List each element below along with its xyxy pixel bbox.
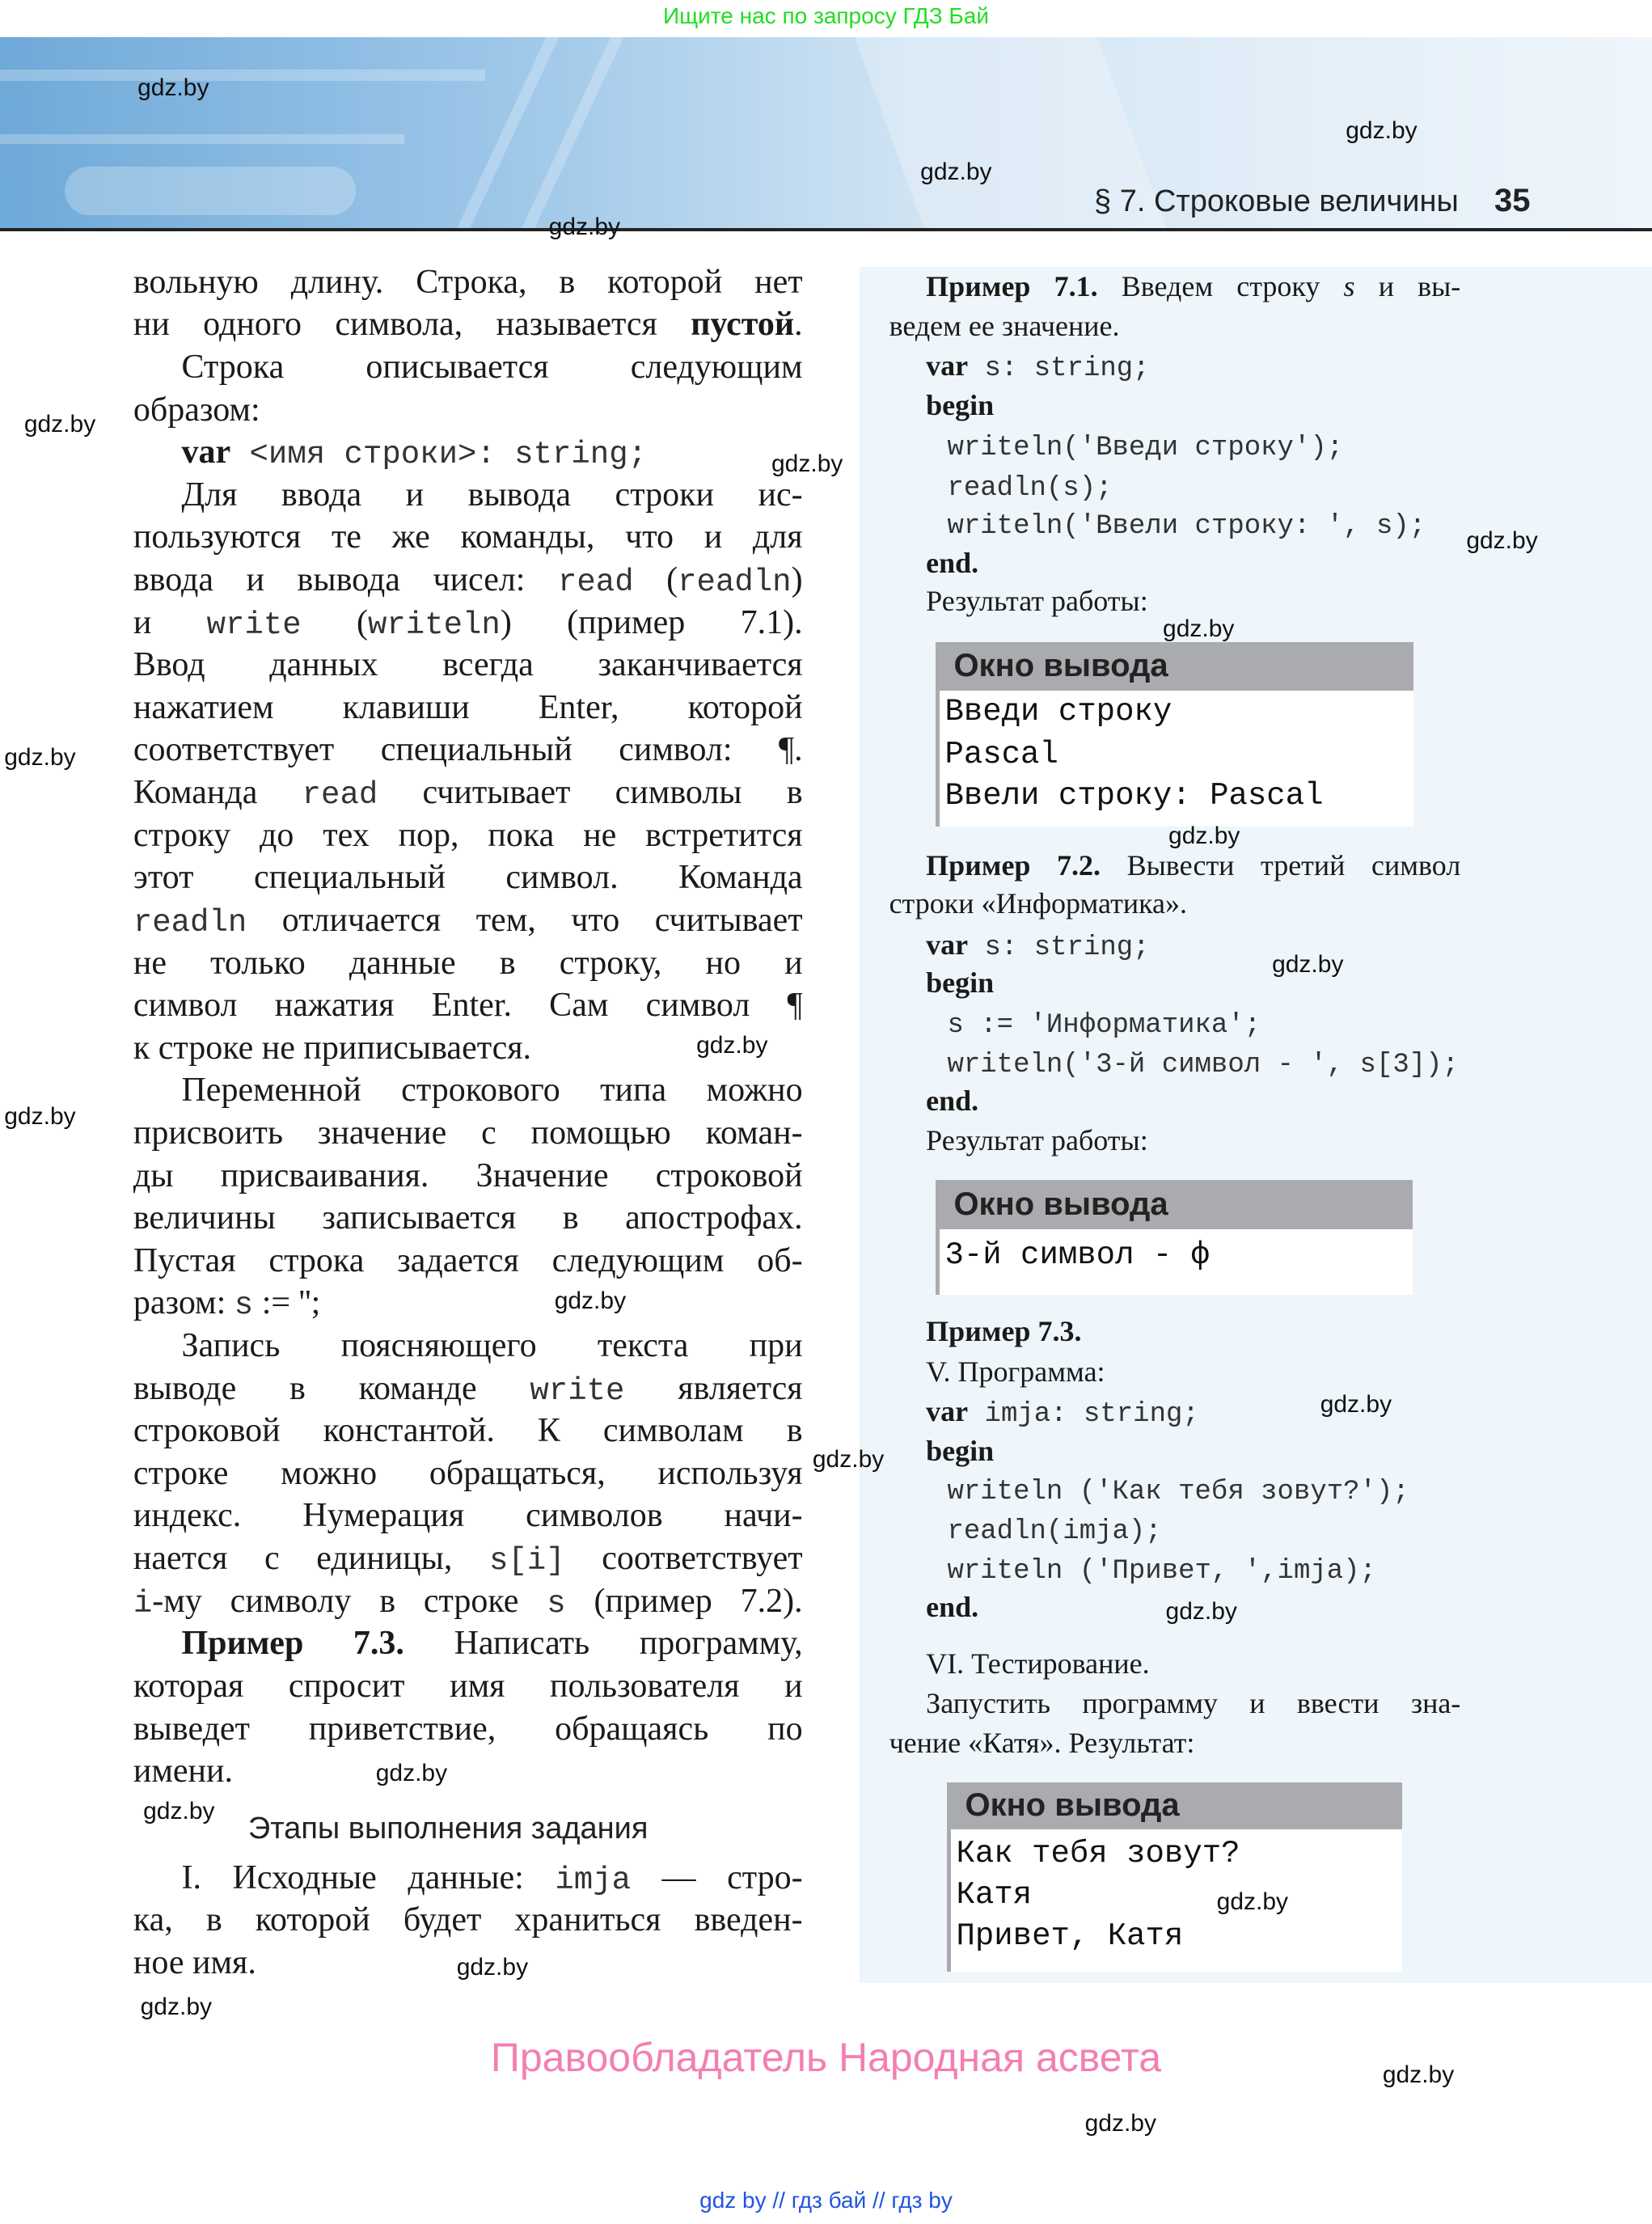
text-line xyxy=(133,261,803,303)
text-line xyxy=(926,1080,978,1122)
text-span: строку до тех пор, пока не встретится xyxy=(133,816,803,854)
watermark-text: gdz.by xyxy=(1466,526,1538,554)
bold-text: end. xyxy=(926,546,979,579)
text-span: Строка описывается следующим xyxy=(181,348,803,386)
text-line xyxy=(133,303,803,345)
text-span: Результат работы: xyxy=(926,585,1148,618)
footer-links[interactable]: gdz by // гдз бай // гдз by xyxy=(699,2188,953,2213)
text-span: и вы- xyxy=(1354,270,1461,302)
text-line xyxy=(181,1069,802,1111)
text-span: ное имя. xyxy=(133,1943,256,1981)
text-span: V. Программа: xyxy=(926,1355,1105,1388)
code-text: write xyxy=(530,1372,625,1409)
text-span: ) xyxy=(791,561,803,599)
code-text: readln xyxy=(678,564,792,601)
code-text: writeln ('Как тебя зовут?'); xyxy=(947,1477,1409,1508)
text-span: ды присваивания. Значение строковой xyxy=(133,1156,803,1194)
text-line xyxy=(133,1580,803,1625)
text-span: Введем строку xyxy=(1097,270,1344,302)
text-line xyxy=(133,1942,256,1984)
text-line xyxy=(947,1547,1376,1592)
text-span: . xyxy=(794,306,803,344)
text-line xyxy=(133,772,803,816)
text-span: Этапы выполнения задания xyxy=(247,1812,649,1846)
text-span: величины записывается в апострофах. xyxy=(133,1199,803,1237)
text-line xyxy=(133,856,803,898)
code-text: imja xyxy=(555,1862,632,1898)
text-span: ввода и вывода чисел: xyxy=(133,561,558,599)
text-span: разом: xyxy=(133,1284,234,1322)
text-line xyxy=(133,1197,803,1239)
watermark-text: gdz.by xyxy=(456,1954,529,1981)
bold-text: Пример 7.1. xyxy=(926,270,1098,302)
text-line xyxy=(926,1586,978,1628)
text-span: этот специальный символ. Команда xyxy=(133,859,803,897)
text-line xyxy=(133,1410,803,1452)
watermark-text: gdz.by xyxy=(375,1759,448,1786)
text-line xyxy=(926,580,1148,622)
output-window-title: Окно вывода xyxy=(936,1180,1412,1229)
text-span: Запись поясняющего текста при xyxy=(181,1327,803,1364)
watermark-text: gdz.by xyxy=(1346,117,1418,145)
output-line: Как тебя зовут? xyxy=(956,1835,1240,1871)
watermark-text: gdz.by xyxy=(771,450,843,478)
text-line xyxy=(947,424,1343,469)
text-line xyxy=(133,687,803,729)
code-text: readln(s); xyxy=(947,472,1113,504)
text-span: чение «Катя». Результат: xyxy=(889,1727,1195,1760)
output-line: Введи строку xyxy=(944,694,1172,730)
text-span: символ нажатия Enter. Сам символ ¶ xyxy=(133,987,803,1025)
text-span: Команда xyxy=(133,774,302,812)
text-span: Результат работы: xyxy=(926,1123,1148,1156)
code-text: read xyxy=(302,777,378,814)
text-span: образом: xyxy=(133,391,260,429)
bold-text: end. xyxy=(926,1590,979,1623)
code-text: s: string; xyxy=(968,932,1150,963)
text-span: VI. Тестирование. xyxy=(926,1647,1150,1680)
watermark-text: gdz.by xyxy=(23,411,96,438)
text-span: нается с единицы, xyxy=(133,1540,489,1578)
text-line xyxy=(947,1041,1459,1086)
code-text: s := 'Информатика'; xyxy=(947,1010,1261,1042)
text-line xyxy=(889,882,1187,924)
watermark-text: gdz.by xyxy=(696,1032,768,1059)
text-span: к строке не приписывается. xyxy=(133,1029,532,1067)
text-span: Ввод данных всегда заканчивается xyxy=(133,646,803,684)
text-span: считывает символы в xyxy=(378,774,803,812)
code-text: writeln ('Привет, ',imja); xyxy=(947,1556,1376,1588)
text-span: и xyxy=(133,603,207,641)
search-banner: Ищите нас по запросу ГДЗ Бай xyxy=(662,3,990,28)
output-window xyxy=(936,1180,1412,1295)
text-span: вольную длину. Строка, в которой нет xyxy=(133,263,803,301)
text-line xyxy=(133,1112,803,1154)
watermark-text: gdz.by xyxy=(4,1102,76,1130)
text-span: ) (пример 7.1). xyxy=(500,603,803,641)
text-span: отличается тем, что считывает xyxy=(247,901,803,939)
text-line xyxy=(926,1390,1199,1435)
output-line: Ввели строку: Pascal xyxy=(944,777,1324,814)
text-span: Вывести третий символ xyxy=(1101,848,1461,882)
text-line xyxy=(133,602,803,646)
output-line: 3-й символ - ф xyxy=(944,1237,1210,1273)
watermark-text: gdz.by xyxy=(1163,615,1235,642)
text-line xyxy=(926,1310,1081,1352)
text-line xyxy=(181,1622,802,1664)
code-text: writeln('Введи строку'); xyxy=(947,433,1344,464)
output-line: Pascal xyxy=(944,736,1058,772)
code-text: s xyxy=(234,1287,254,1324)
output-window-body xyxy=(947,1829,1402,1971)
bold-text: var xyxy=(926,349,969,383)
text-line xyxy=(133,1240,803,1282)
code-text: imja: string; xyxy=(968,1398,1199,1430)
page-number: 35 xyxy=(1494,183,1531,218)
text-span: пользуются те же команды, что и для xyxy=(133,518,803,556)
text-line xyxy=(889,305,1120,347)
text-span: строки «Информатика». xyxy=(889,886,1188,920)
text-span: индекс. Нумерация символов начи- xyxy=(133,1497,803,1535)
watermark-text: gdz.by xyxy=(1216,1888,1289,1916)
text-line xyxy=(133,899,803,944)
text-span: Для ввода и вывода строки ис- xyxy=(181,476,803,514)
output-line: Катя xyxy=(956,1876,1033,1913)
code-text: readln xyxy=(133,904,247,941)
text-line xyxy=(947,502,1426,548)
text-span: является xyxy=(624,1369,803,1407)
text-span: не только данные в строку, но и xyxy=(133,944,803,982)
code-text: <имя строки>: string; xyxy=(230,437,648,473)
text-span: ни одного символа, называется xyxy=(133,306,691,344)
code-text: writeln('Ввели строку: ', s); xyxy=(947,510,1426,542)
text-line xyxy=(889,1722,1195,1764)
watermark-text: gdz.by xyxy=(1084,2110,1156,2137)
text-span: ( xyxy=(301,603,368,641)
code-text: writeln xyxy=(367,607,501,643)
text-line xyxy=(181,431,647,476)
output-window xyxy=(947,1782,1402,1971)
text-line xyxy=(133,559,803,603)
text-line xyxy=(926,962,994,1004)
text-line xyxy=(926,1682,1460,1724)
bold-text: var xyxy=(181,433,231,471)
output-window-body xyxy=(936,691,1413,827)
text-line xyxy=(133,516,803,558)
text-span: Запустить программу и ввести зна- xyxy=(926,1686,1461,1719)
code-text: writeln('3-й символ - ', s[3]); xyxy=(947,1050,1459,1081)
text-line xyxy=(926,1351,1105,1393)
text-line xyxy=(181,474,802,516)
text-line xyxy=(181,1857,802,1901)
code-text: s: string; xyxy=(968,353,1150,385)
text-line xyxy=(133,814,803,856)
text-span: ка, в которой будет храниться введен- xyxy=(133,1901,803,1939)
code-text: readln(imja); xyxy=(947,1516,1162,1548)
watermark-text: gdz.by xyxy=(1382,2061,1455,2089)
bold-text: begin xyxy=(926,966,995,1000)
text-line xyxy=(133,644,803,686)
watermark-text: gdz.by xyxy=(548,214,621,241)
text-line xyxy=(947,1001,1261,1046)
text-line xyxy=(181,1325,802,1367)
text-span: := ''; xyxy=(253,1284,321,1322)
text-span: -му символу в строке xyxy=(152,1582,547,1620)
watermark-text: gdz.by xyxy=(1272,951,1344,979)
text-line xyxy=(133,984,803,1026)
bold-text: Пример 7.2. xyxy=(926,848,1101,882)
text-span: Написать программу, xyxy=(403,1625,803,1663)
text-line xyxy=(947,1507,1161,1553)
text-line xyxy=(926,1430,994,1472)
text-line xyxy=(926,345,1149,390)
watermark-text: gdz.by xyxy=(140,1994,212,2021)
text-line xyxy=(926,542,978,584)
text-line xyxy=(133,1155,803,1197)
text-line xyxy=(947,1468,1409,1513)
code-text: i xyxy=(133,1585,153,1621)
bold-text: var xyxy=(926,928,969,961)
text-span: нажатием клавиши Enter, которой xyxy=(133,688,803,726)
text-span: выведет приветствие, обращаясь по xyxy=(133,1710,803,1748)
text-line xyxy=(248,1807,649,1850)
text-span: соответствует xyxy=(564,1540,803,1578)
text-span: Пустая строка задается следующим об- xyxy=(133,1241,803,1279)
watermark-text: gdz.by xyxy=(4,744,76,772)
output-window-body xyxy=(936,1229,1412,1295)
text-line xyxy=(133,1368,803,1412)
watermark-text: gdz.by xyxy=(920,158,992,185)
bold-text: begin xyxy=(926,389,995,422)
text-line xyxy=(133,389,260,431)
text-line xyxy=(133,1495,803,1537)
watermark-text: gdz.by xyxy=(137,74,209,102)
text-line xyxy=(926,1643,1149,1685)
text-span: соответствует специальный символ: ¶. xyxy=(133,731,803,769)
text-span: ( xyxy=(633,561,678,599)
watermark-text: gdz.by xyxy=(1168,822,1240,849)
text-span: выводе в команде xyxy=(133,1369,530,1407)
header-divider xyxy=(0,228,1652,231)
watermark-text: gdz.by xyxy=(1320,1390,1392,1418)
text-span: которая спросит имя пользователя и xyxy=(133,1667,803,1705)
text-line xyxy=(926,265,1460,307)
text-line xyxy=(133,1537,803,1582)
text-line xyxy=(133,942,803,984)
watermark-text: gdz.by xyxy=(143,1798,215,1825)
text-line xyxy=(133,1899,803,1941)
text-span: I. Исходные данные: xyxy=(181,1858,556,1896)
bold-text: end. xyxy=(926,1084,979,1117)
text-line xyxy=(133,1750,233,1792)
text-span: имени. xyxy=(133,1753,233,1791)
text-line xyxy=(133,1282,321,1326)
bold-text: Пример 7.3. xyxy=(181,1625,404,1663)
output-line: Привет, Катя xyxy=(956,1917,1184,1954)
copyright-footer: Правообладатель Народная асвета xyxy=(490,2035,1162,2080)
text-line xyxy=(926,844,1460,886)
output-window-title: Окно вывода xyxy=(936,642,1413,691)
bold-text: Пример 7.3. xyxy=(926,1315,1082,1348)
watermark-text: gdz.by xyxy=(812,1446,885,1474)
text-line xyxy=(181,346,802,388)
text-span: строковой константой. К символам в xyxy=(133,1412,803,1450)
bold-text: пустой xyxy=(691,306,795,344)
text-span: (пример 7.2). xyxy=(565,1582,803,1620)
text-line xyxy=(133,1452,803,1495)
text-span: присвоить значение с помощью коман- xyxy=(133,1114,803,1152)
text-line xyxy=(133,1027,531,1069)
text-line xyxy=(133,729,803,771)
code-text: s[i] xyxy=(488,1543,565,1579)
section-title: § 7. Строковые величины xyxy=(1094,184,1459,218)
text-span: — стро- xyxy=(631,1858,803,1896)
text-span: строке можно обращаться, используя xyxy=(133,1454,803,1492)
text-span: ведем ее значение. xyxy=(889,310,1120,343)
code-text: s xyxy=(547,1585,566,1621)
bold-text: var xyxy=(926,1394,969,1427)
output-window-title: Окно вывода xyxy=(947,1782,1402,1829)
output-window xyxy=(936,642,1413,827)
text-line xyxy=(133,1665,803,1707)
text-line xyxy=(133,1708,803,1750)
text-span: s xyxy=(1343,270,1355,302)
watermark-text: gdz.by xyxy=(1165,1597,1237,1625)
code-text: read xyxy=(558,564,634,601)
text-line xyxy=(926,1119,1148,1161)
text-span: Переменной строкового типа можно xyxy=(181,1072,803,1110)
text-line xyxy=(926,384,994,426)
watermark-text: gdz.by xyxy=(554,1287,627,1314)
bold-text: begin xyxy=(926,1434,995,1467)
code-text: write xyxy=(206,607,302,643)
